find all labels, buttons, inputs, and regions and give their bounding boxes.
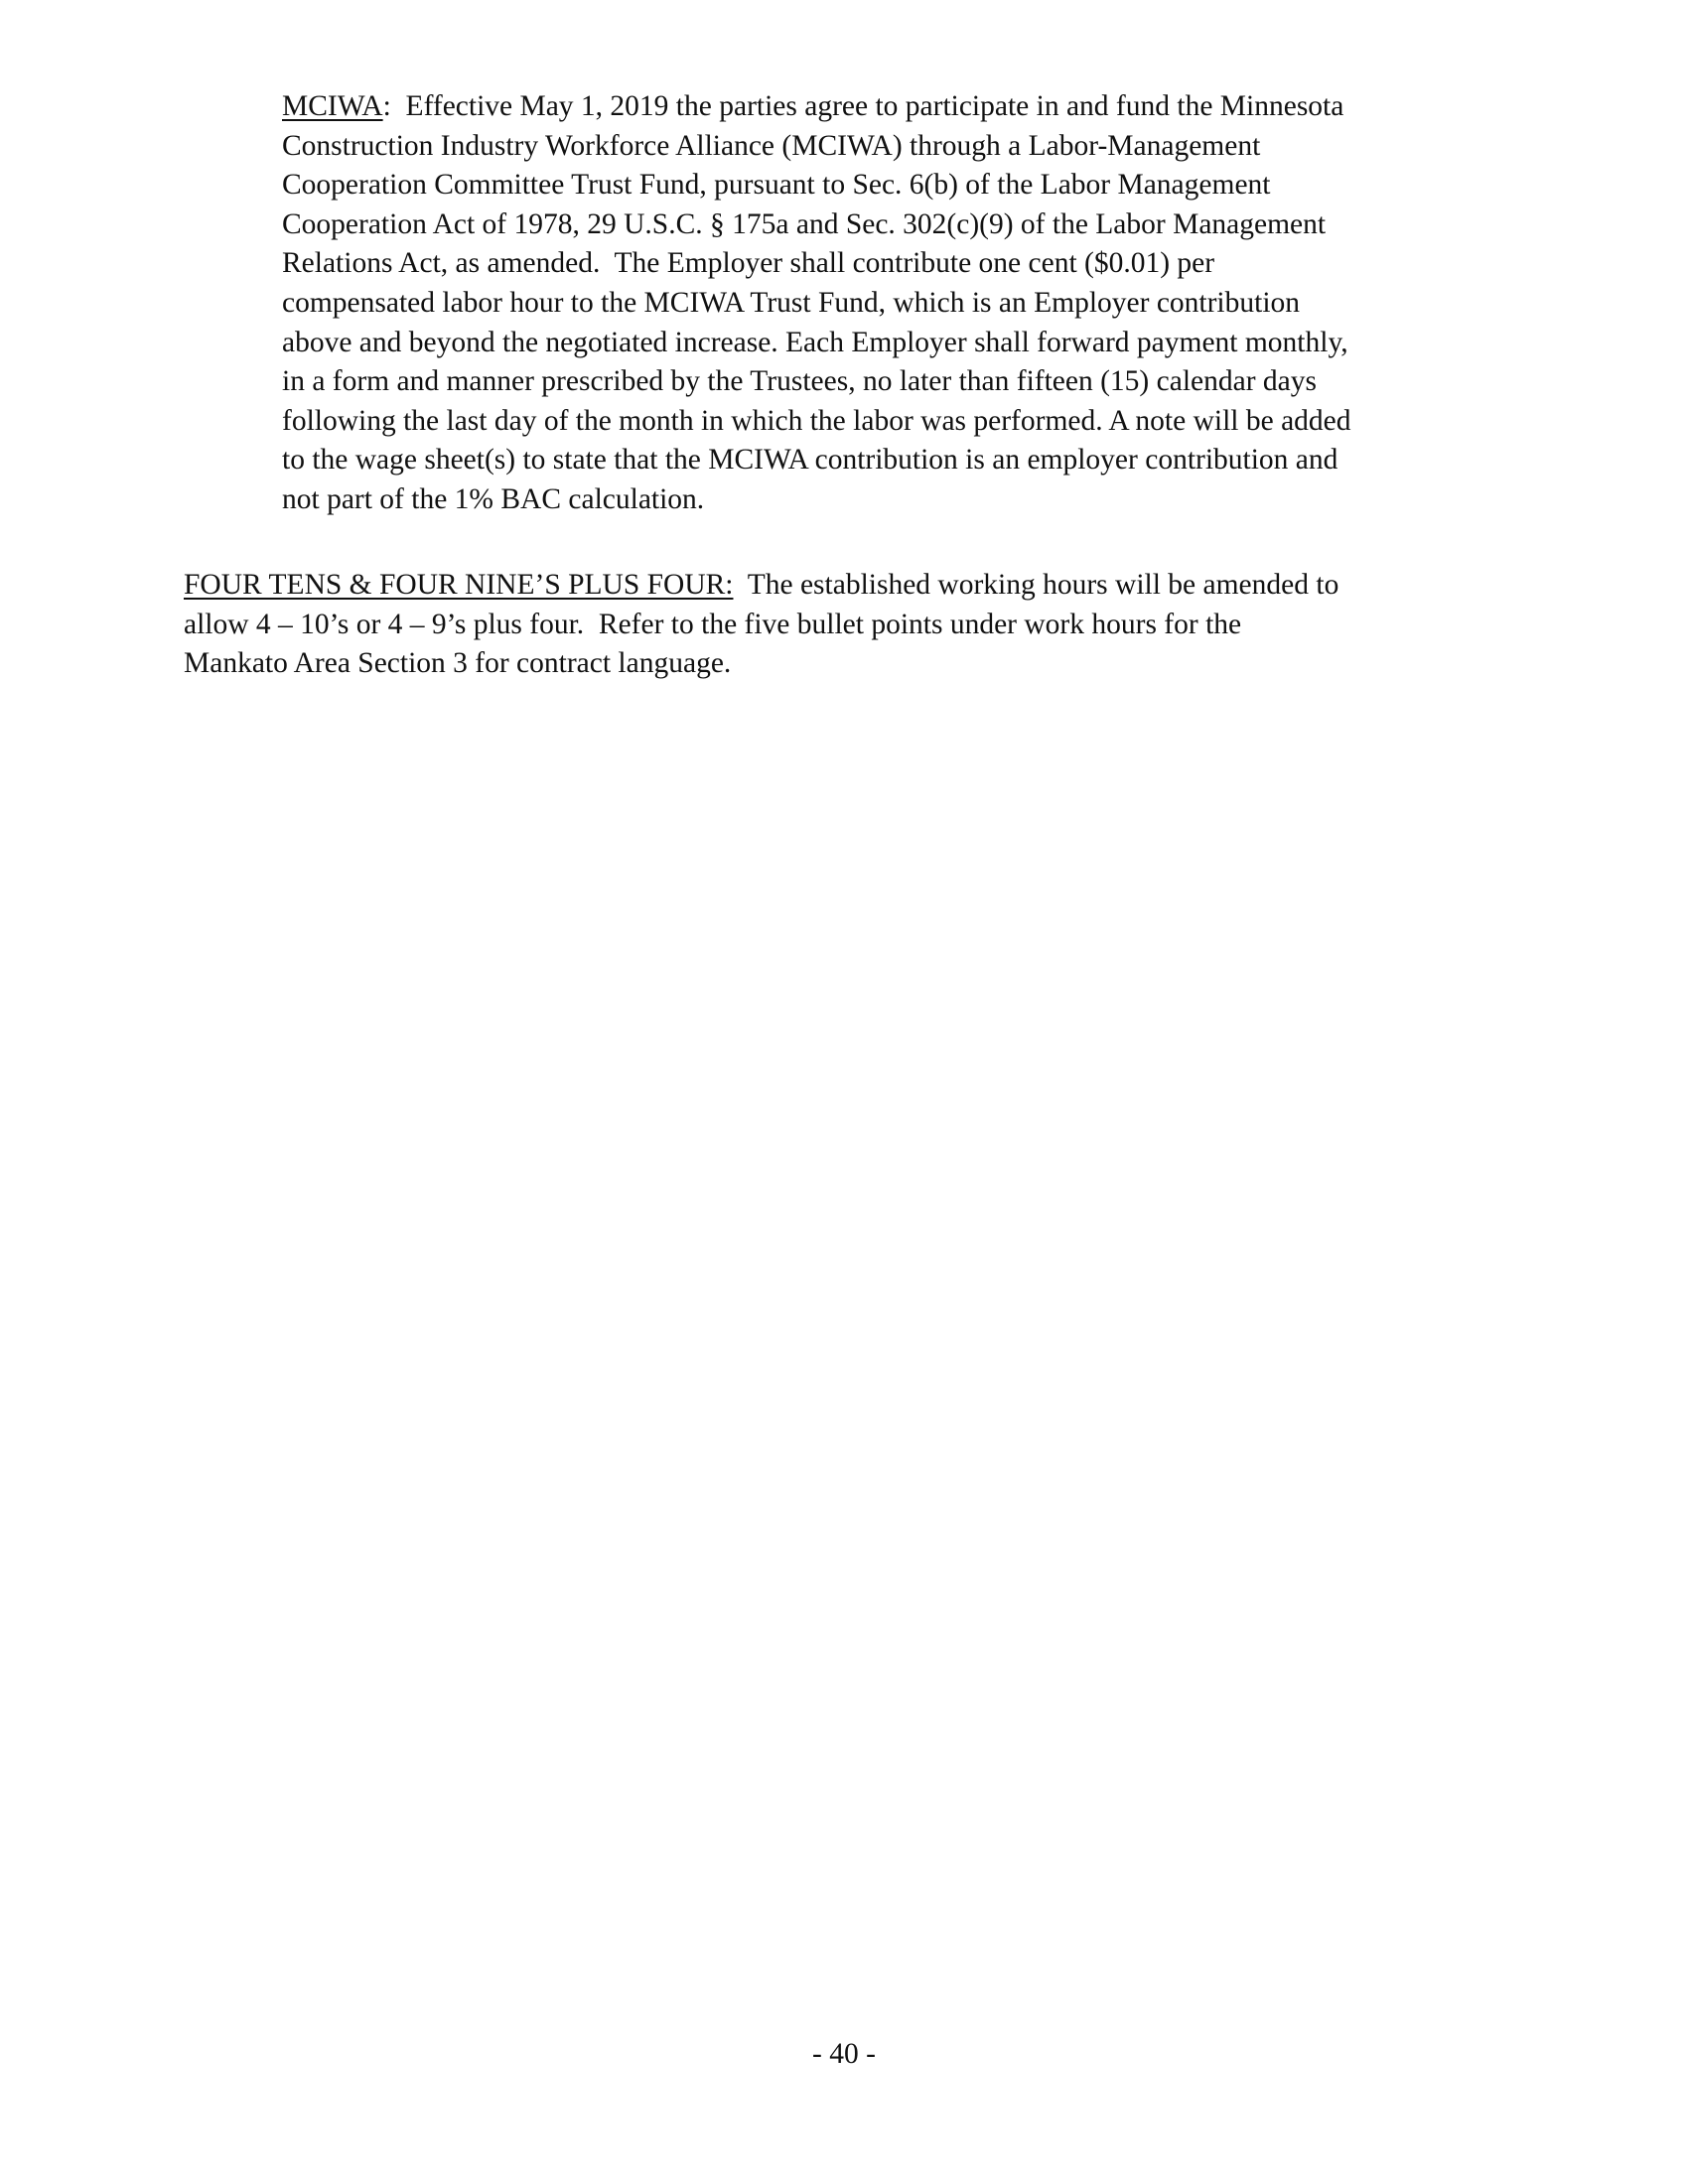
paragraph-line <box>184 566 1338 606</box>
four-tens-paragraph <box>184 566 1338 684</box>
page-number: - 40 - <box>812 2038 876 2070</box>
paragraph-line: following the last day of the month in which the labor was performed. A note will be added <box>282 404 1351 437</box>
mciwa-line-text: : Effective May 1, 2019 the parties agree to participate in and fund the Minnesota <box>382 90 1344 122</box>
paragraph-line: above and beyond the negotiated increase. Each Employer shall forward payment monthly, <box>282 326 1348 358</box>
paragraph-line: Cooperation Committee Trust Fund, pursuant to Sec. 6(b) of the Labor Management <box>282 169 1271 202</box>
paragraph-line: compensated labor hour to the MCIWA Trust Fund, which is an Employer contribution <box>282 286 1301 319</box>
paragraph-line: not part of the 1% BAC calculation. <box>282 482 705 515</box>
paragraph-line: Construction Industry Workforce Alliance (MCIWA) through a Labor-Management <box>282 129 1261 162</box>
four-tens-heading: FOUR TENS & FOUR NINE’S PLUS FOUR: <box>184 569 734 601</box>
paragraph-line <box>282 87 1351 127</box>
paragraph-line: Mankato Area Section 3 for contract language. <box>184 647 732 680</box>
paragraph-line: allow 4 – 10’s or 4 – 9’s plus four. Refer to the five bullet points under work hours for the <box>184 608 1242 640</box>
paragraph-line: in a form and manner prescribed by the Trustees, no later than fifteen (15) calendar days <box>282 365 1317 398</box>
paragraph-line: Cooperation Act of 1978, 29 U.S.C. § 175a and Sec. 302(c)(9) of the Labor Management <box>282 207 1327 240</box>
paragraph-line: to the wage sheet(s) to state that the MCIWA contribution is an employer contribution and <box>282 444 1338 477</box>
four-tens-line-text: The established working hours will be amended to <box>733 569 1339 601</box>
paragraph-line: Relations Act, as amended. The Employer shall contribute one cent ($0.01) per <box>282 247 1215 280</box>
mciwa-paragraph <box>282 87 1351 520</box>
mciwa-heading: MCIWA <box>282 90 383 122</box>
